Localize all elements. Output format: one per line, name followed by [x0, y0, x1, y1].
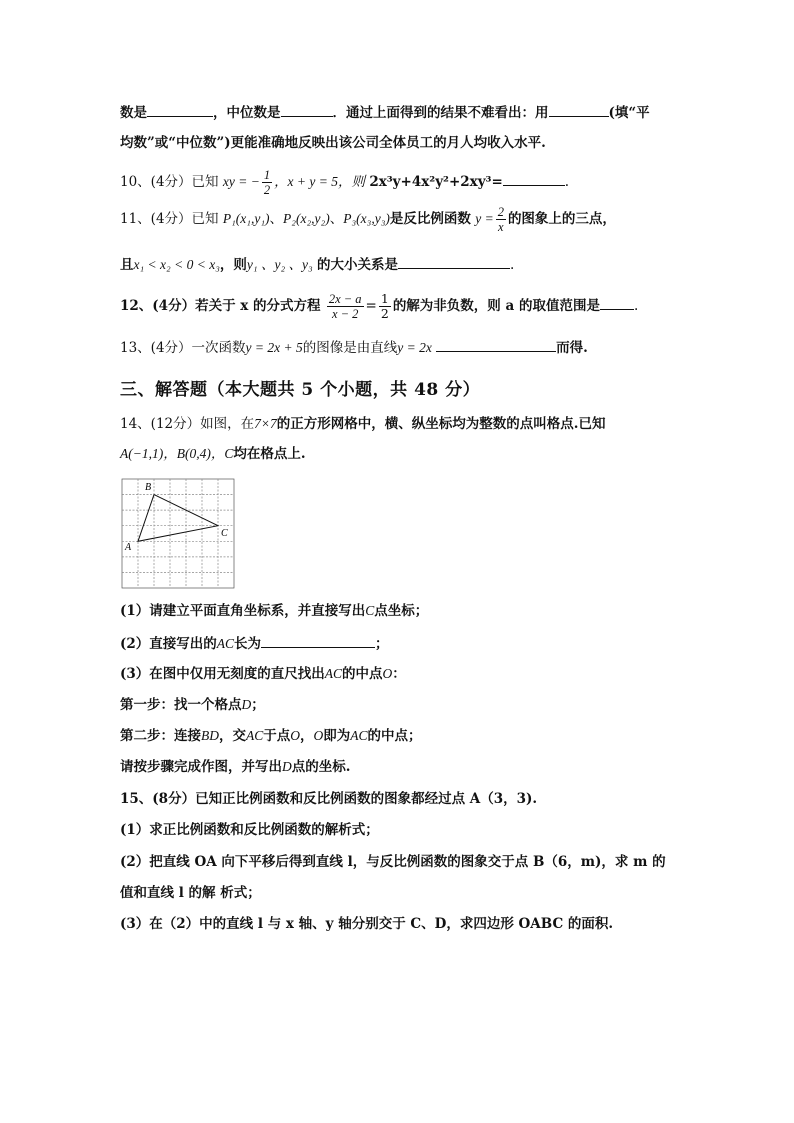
answer-blank[interactable] [549, 102, 609, 117]
answer-blank[interactable] [398, 254, 510, 269]
answer-blank[interactable] [436, 337, 556, 352]
answer-blank[interactable] [147, 102, 213, 117]
question-14-part3: (3）在图中仅用无刻度的直尺找出AC的中点O： [120, 666, 406, 682]
q9-tail-line: 数是 ，中位数是 ．通过上面得到的结果不难看出：用 (填“平 [120, 102, 650, 123]
answer-blank[interactable] [600, 295, 634, 310]
fraction: $\frac{2x - a}{x - 2}$ [328, 292, 362, 321]
answer-blank[interactable] [281, 102, 333, 117]
triangle-abc [138, 495, 218, 542]
question-13: 13、(4分）一次函数y = 2x + 5的图像是由直线y = 2x 而得. [120, 337, 588, 358]
question-14: 14、(12分）如图，在7×7的正方形网格中，横、纵坐标均为整数的点叫格点.已知 [120, 416, 606, 432]
question-15-part2-cont: 值和直线 l 的解 析式； [120, 885, 261, 901]
fraction: $\frac{1}{2}$ [263, 168, 271, 197]
fraction: $\frac{2}{x}$ [497, 205, 504, 234]
label-a: A [125, 542, 132, 553]
question-12: 12、(4分）若关于 x 的分式方程 $\frac{2x - a}{x - 2}$ = $\frac{1}{2}$ 的解为非负数，则 a 的取值范围是 . [120, 291, 639, 321]
question-15-part2: (2）把直线 OA 向下平移后得到直线 l，与反比例函数的图象交于点 B（6，m)，求 m 的 [120, 854, 666, 870]
answer-blank[interactable] [261, 633, 375, 648]
label-c: C [221, 528, 228, 539]
step-2: 第二步：连接BD，交AC于点O，O即为AC的中点； [120, 728, 422, 744]
question-15-part3: (3）在（2）中的直线 l 与 x 轴、y 轴分别交于 C、D，求四边形 OABC 的面积. [120, 916, 614, 932]
question-11-cont: 且x₁ < x₂ < 0 < x₃，则y₁ 、y₂ 、y₃ 的大小关系是 . [120, 254, 514, 275]
question-10: 10、(4分）已知 xy = − $\frac{1}{2}$ ，x + y = 5，则 2x³y+4x²y²+2xy³= . [120, 168, 570, 197]
step-3: 请按步骤完成作图，并写出D点的坐标. [120, 759, 351, 775]
question-14-part1: (1）请建立平面直角坐标系，并直接写出C点坐标； [120, 603, 429, 619]
question-11: 11、(4分）已知 P₁(x₁,y₁)、P₂(x₂,y₂)、P₃(x₃,y₃)是反比例函数 y = $\frac{2}{x}$ 的图象上的三点， [120, 205, 616, 234]
answer-blank[interactable] [503, 171, 565, 186]
question-15: 15、(8分）已知正比例函数和反比例函数的图象都经过点 A（3，3). [120, 791, 538, 807]
q9-tail-line-2: 均数”或“中位数”)更能准确地反映出该公司全体员工的月人均收入水平. [120, 135, 546, 151]
step-1: 第一步：找一个格点D； [120, 697, 265, 713]
label-b: B [145, 482, 152, 493]
section-heading: 三、解答题（本大题共 5 个小题，共 48 分） [120, 380, 481, 400]
grid-figure [121, 478, 237, 594]
fraction: $\frac{1}{2}$ [380, 291, 389, 321]
grid-triangle-diagram [121, 478, 237, 590]
question-14-points: A(−1,1)，B(0,4)，C均在格点上. [120, 446, 306, 462]
question-14-part2: (2）直接写出的AC长为 ； [120, 633, 389, 654]
question-15-part1: (1）求正比例函数和反比例函数的解析式； [120, 822, 379, 838]
